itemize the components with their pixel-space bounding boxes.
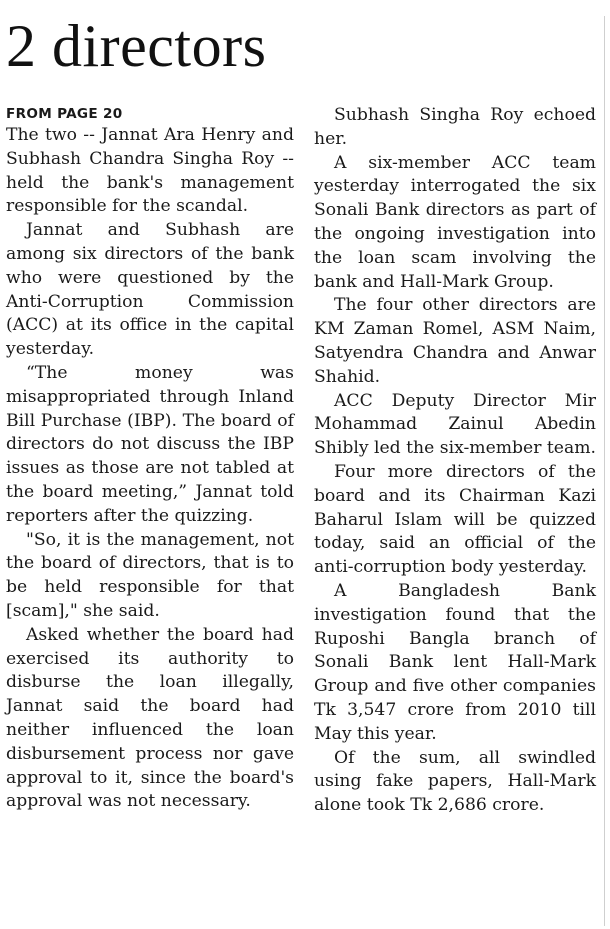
paragraph: Asked whether the board had exercised its authority to disburse the loan illegally, Jannat said the board had neither influenced the loan disbursement process nor gave approval to it, since the board's approval was not necessary. — [6, 624, 294, 812]
paragraph: A Bangladesh Bank investigation found that the Ruposhi Bangla branch of Sonali Bank lent Hall-Mark Group and five other companies Tk 3,547 crore from 2010 till May this year. — [314, 580, 596, 744]
page-edge-rule — [604, 16, 605, 926]
paragraph: Four more directors of the board and its Chairman Kazi Baharul Islam will be quizzed today, said an official of the anti-corruption body yesterday. — [314, 461, 596, 578]
paragraph: A six-member ACC team yesterday interrogated the six Sonali Bank directors as part of the ongoing investigation into the loan scam involving the bank and Hall-Mark Group. — [314, 152, 596, 292]
paragraph: The two -- Jannat Ara Henry and Subhash Chandra Singha Roy -- held the bank's management responsible for the scandal. — [6, 125, 294, 217]
paragraph: ACC Deputy Director Mir Mohammad Zainul Abedin Shibly led the six-member team. — [314, 390, 596, 459]
paragraph: Jannat and Subhash are among six directors of the bank who were questioned by the Anti-Corruption Commission (ACC) at its office in the capital yesterday. — [6, 220, 294, 360]
headline: 2 directors — [6, 13, 267, 79]
dateline: FROM PAGE 20 — [6, 106, 123, 122]
paragraph: “The money was misappropriated through Inland Bill Purchase (IBP). The board of directors do not discuss the IBP issues as those are not tabled at the board meeting,” Jannat told reporters after the quizzing. — [6, 362, 294, 526]
paragraph: The four other directors are KM Zaman Romel, ASM Naim, Satyendra Chandra and Anwar Shahid. — [314, 295, 596, 387]
article-column-right — [314, 104, 596, 818]
paragraph: "So, it is the management, not the board of directors, that is to be held responsible for that [scam]," she said. — [6, 529, 294, 621]
paragraph: Subhash Singha Roy echoed her. — [314, 105, 596, 149]
paragraph: Of the sum, all swindled using fake papers, Hall-Mark alone took Tk 2,686 crore. — [314, 747, 596, 816]
article-column-left — [6, 104, 294, 814]
